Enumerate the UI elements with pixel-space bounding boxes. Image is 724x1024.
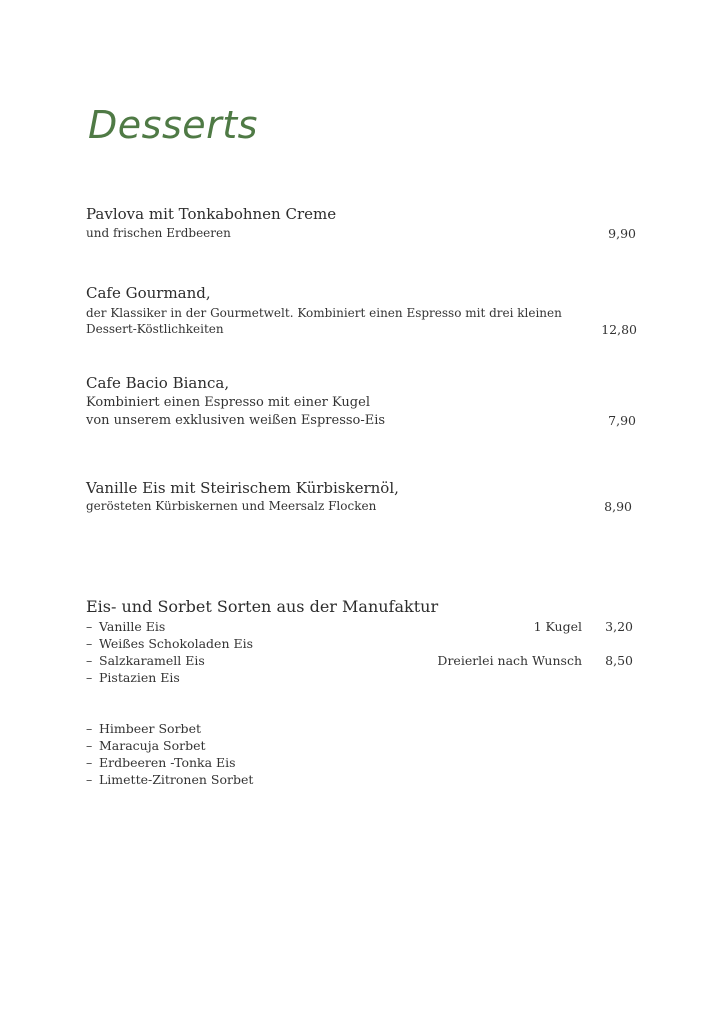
flavor-dash: – (86, 772, 93, 787)
item-desc-cafe-bacio-1: Kombiniert einen Espresso mit einer Kugel (86, 395, 370, 410)
flavor-label: Limette-Zitronen Sorbet (99, 772, 254, 787)
flavor-item (86, 636, 253, 651)
item-name-cafe-gourmand: Cafe Gourmand, (86, 284, 211, 302)
flavor-label: Maracuja Sorbet (99, 738, 206, 753)
flavor-label: Himbeer Sorbet (99, 721, 201, 736)
page-title: Desserts (88, 103, 258, 147)
flavor-item (86, 721, 201, 736)
flavor-dash: – (86, 653, 93, 668)
flavor-item (86, 619, 165, 634)
flavor-item (86, 755, 236, 770)
flavor-item (86, 772, 253, 787)
item-price-cafe-gourmand: 12,80 (601, 322, 637, 337)
item-desc-pavlova: und frischen Erdbeeren (86, 226, 231, 240)
ice-section-title: Eis- und Sorbet Sorten aus der Manufaktur (86, 597, 439, 616)
option-triple-label: Dreierlei nach Wunsch (437, 653, 582, 668)
item-desc-cafe-gourmand-2: Dessert-Köstlichkeiten (86, 322, 224, 336)
flavor-label: Vanille Eis (99, 619, 166, 634)
flavor-label: Weißes Schokoladen Eis (99, 636, 254, 651)
flavor-item (86, 653, 205, 668)
flavor-item (86, 670, 180, 685)
option-single-price: 3,20 (605, 619, 633, 634)
option-triple-price: 8,50 (605, 653, 633, 668)
flavor-dash: – (86, 721, 93, 736)
flavor-label: Erdbeeren -Tonka Eis (99, 755, 236, 770)
item-name-pavlova: Pavlova mit Tonkabohnen Creme (86, 205, 337, 223)
item-price-vanille-eis: 8,90 (604, 499, 632, 514)
flavor-item (86, 738, 206, 753)
flavor-label: Pistazien Eis (99, 670, 180, 685)
flavor-dash: – (86, 670, 93, 685)
item-price-pavlova: 9,90 (608, 226, 636, 241)
item-desc-cafe-gourmand-1: der Klassiker in der Gourmetwelt. Kombiniert einen Espresso mit drei kleinen (86, 306, 562, 320)
item-desc-cafe-bacio-2: von unserem exklusiven weißen Espresso-Eis (86, 413, 386, 428)
option-single-label: 1 Kugel (533, 619, 582, 634)
item-name-vanille-eis: Vanille Eis mit Steirischem Kürbiskernöl, (86, 479, 399, 497)
item-price-cafe-bacio: 7,90 (608, 413, 636, 428)
flavor-dash: – (86, 738, 93, 753)
item-name-cafe-bacio: Cafe Bacio Bianca, (86, 374, 230, 392)
flavor-dash: – (86, 755, 93, 770)
flavor-label: Salzkaramell Eis (99, 653, 205, 668)
item-desc-vanille-eis: gerösteten Kürbiskernen und Meersalz Flocken (86, 499, 377, 513)
flavor-dash: – (86, 636, 93, 651)
flavor-dash: – (86, 619, 93, 634)
